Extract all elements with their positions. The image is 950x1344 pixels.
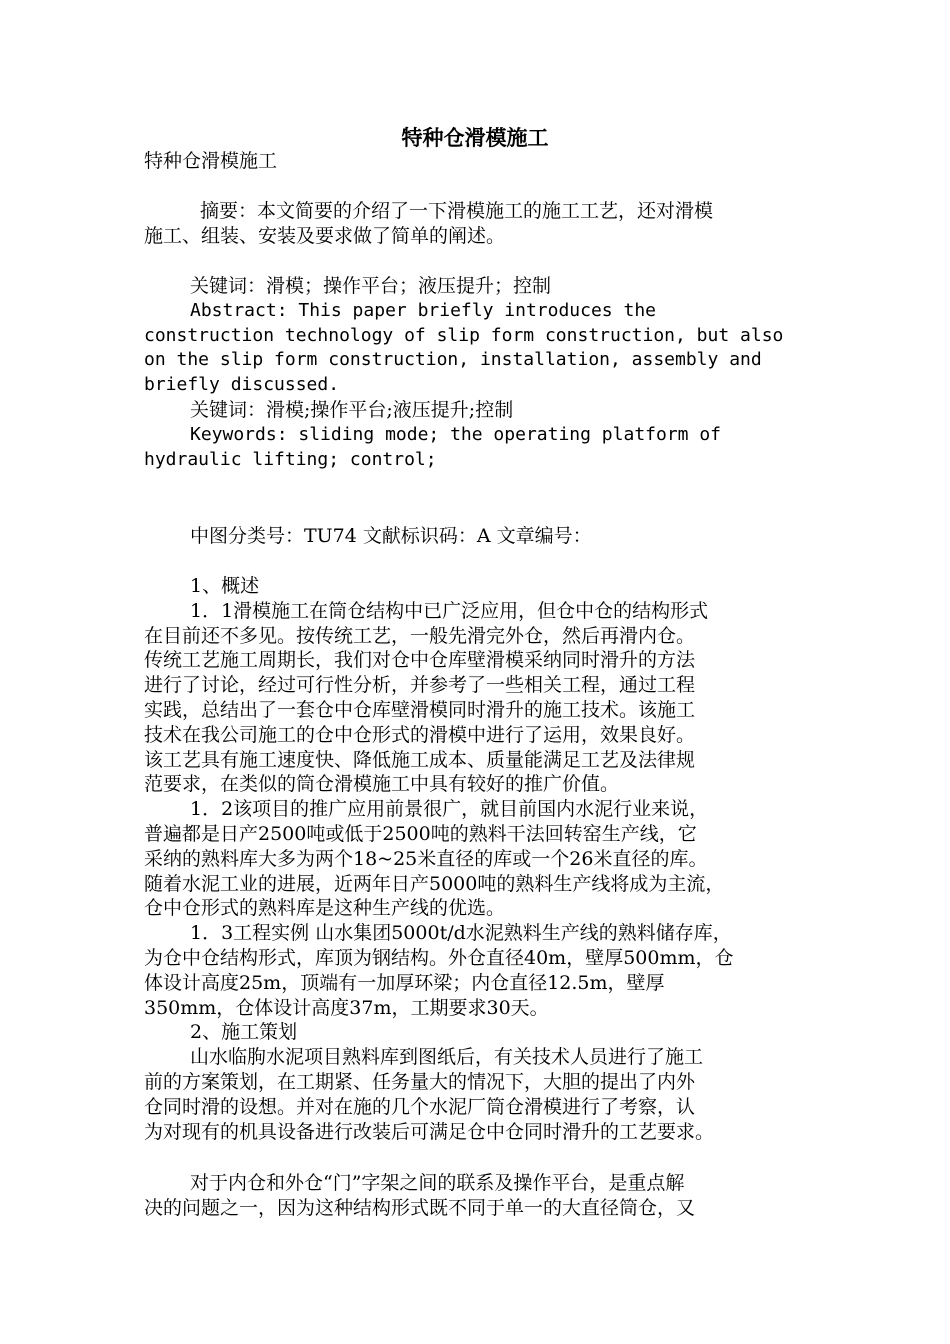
keywords-en-line: hydraulic lifting; control; [144, 448, 437, 470]
keywords-cn: 关键词：滑模；操作平台；液压提升；控制 [190, 275, 552, 297]
keywords-en-line: Keywords: sliding mode; the operating platform of [190, 423, 722, 445]
para-1-1-line: 进行了讨论，经过可行性分析，并参考了一些相关工程，通过工程 [144, 674, 696, 697]
classification-line: 中图分类号：TU74 文献标识码：A 文章编号： [190, 525, 592, 547]
section-heading: 1、概述 [190, 575, 260, 597]
para-1-2-line: 随着水泥工业的进展，近两年日产5000吨的熟料生产线将成为主流， [144, 872, 725, 895]
para-1-1-line: 该工艺具有施工速度快、降低施工成本、质量能满足工艺及法律规 [144, 748, 696, 771]
body-block-2 [144, 1171, 812, 1221]
abstract-en-line: briefly discussed. [144, 374, 340, 396]
body-block [144, 574, 812, 1144]
para-1-3-line: 350mm，仓体设计高度37m，工期要求30天。 [144, 996, 549, 1019]
para-2-1-line: 前的方案策划，在工期紧、任务量大的情况下，大胆的提出了内外 [144, 1070, 696, 1093]
para-2-1-line: 仓同时滑的设想。并对在施的几个水泥厂筒仓滑模进行了考察，认 [144, 1095, 696, 1118]
para-1-3-line: 1．3工程实例 山水集团5000t/d水泥熟料生产线的熟料储存库， [190, 922, 732, 945]
abstract-line: 摘要：本文简要的介绍了一下滑模施工的施工工艺，还对滑模 [200, 200, 714, 222]
para-2-1-line: 山水临朐水泥项目熟料库到图纸后，有关技术人员进行了施工 [190, 1046, 704, 1069]
keywords-block [144, 274, 812, 472]
para-1-3-line: 体设计高度25m，顶端有一加厚环梁；内仓直径12.5m，壁厚 [144, 971, 665, 994]
para-1-1-line: 传统工艺施工周期长，我们对仓中仓库壁滑模采纳同时滑升的方法 [144, 649, 696, 672]
para-1-2-line: 仓中仓形式的熟料库是这种生产线的优选。 [144, 897, 506, 920]
para-2-2-line: 对于内仓和外仓“门”字架之间的联系及操作平台，是重点解 [190, 1172, 685, 1194]
document-subtitle-block [144, 149, 812, 174]
para-2-2-line: 决的问题之一，因为这种结构形式既不同于单一的大直径筒仓，又 [144, 1196, 696, 1219]
para-1-1-line: 实践，总结出了一套仓中仓库壁滑模同时滑升的施工技术。该施工 [144, 698, 696, 721]
abstract-en-line: Abstract: This paper briefly introduces the [190, 299, 656, 321]
abstract-en-line: construction technology of slip form construction, but also [144, 324, 784, 346]
para-1-1-line: 范要求，在类似的筒仓滑模施工中具有较好的推广价值。 [144, 773, 620, 796]
document-title: 特种仓滑模施工 [401, 126, 549, 150]
abstract-en-line: on the slip form construction, installation, assembly and [144, 349, 762, 371]
abstract-block [144, 199, 812, 249]
para-1-2-line: 1．2该项目的推广应用前景很广，就目前国内水泥行业来说， [190, 798, 709, 821]
para-1-1-line: 技术在我公司施工的仓中仓形式的滑模中进行了运用，效果良好。 [144, 723, 696, 746]
classification-block [144, 524, 812, 549]
para-1-2-line: 普遍都是日产2500吨或低于2500吨的熟料干法回转窑生产线，它 [144, 822, 697, 845]
keywords-cn-2: 关键词：滑模;操作平台;液压提升;控制 [190, 398, 514, 421]
document-subtitle: 特种仓滑模施工 [144, 150, 278, 172]
para-1-1-line: 1．1滑模施工在筒仓结构中已广泛应用，但仓中仓的结构形式 [190, 599, 709, 622]
para-1-3-line: 为仓中仓结构形式，库顶为钢结构。外仓直径40m，壁厚500mm，仓 [144, 946, 734, 969]
para-1-2-line: 采纳的熟料库大多为两个18~25米直径的库或一个26米直径的库。 [144, 847, 708, 870]
para-2-1-line: 为对现有的机具设备进行改装后可满足仓中仓同时滑升的工艺要求。 [144, 1120, 715, 1143]
section-heading: 2、施工策划 [190, 1021, 298, 1044]
para-1-1-line: 在目前还不多见。按传统工艺，一般先滑完外仓，然后再滑内仓。 [144, 624, 696, 647]
abstract-line: 施工、组装、安装及要求做了简单的阐述。 [144, 224, 506, 247]
